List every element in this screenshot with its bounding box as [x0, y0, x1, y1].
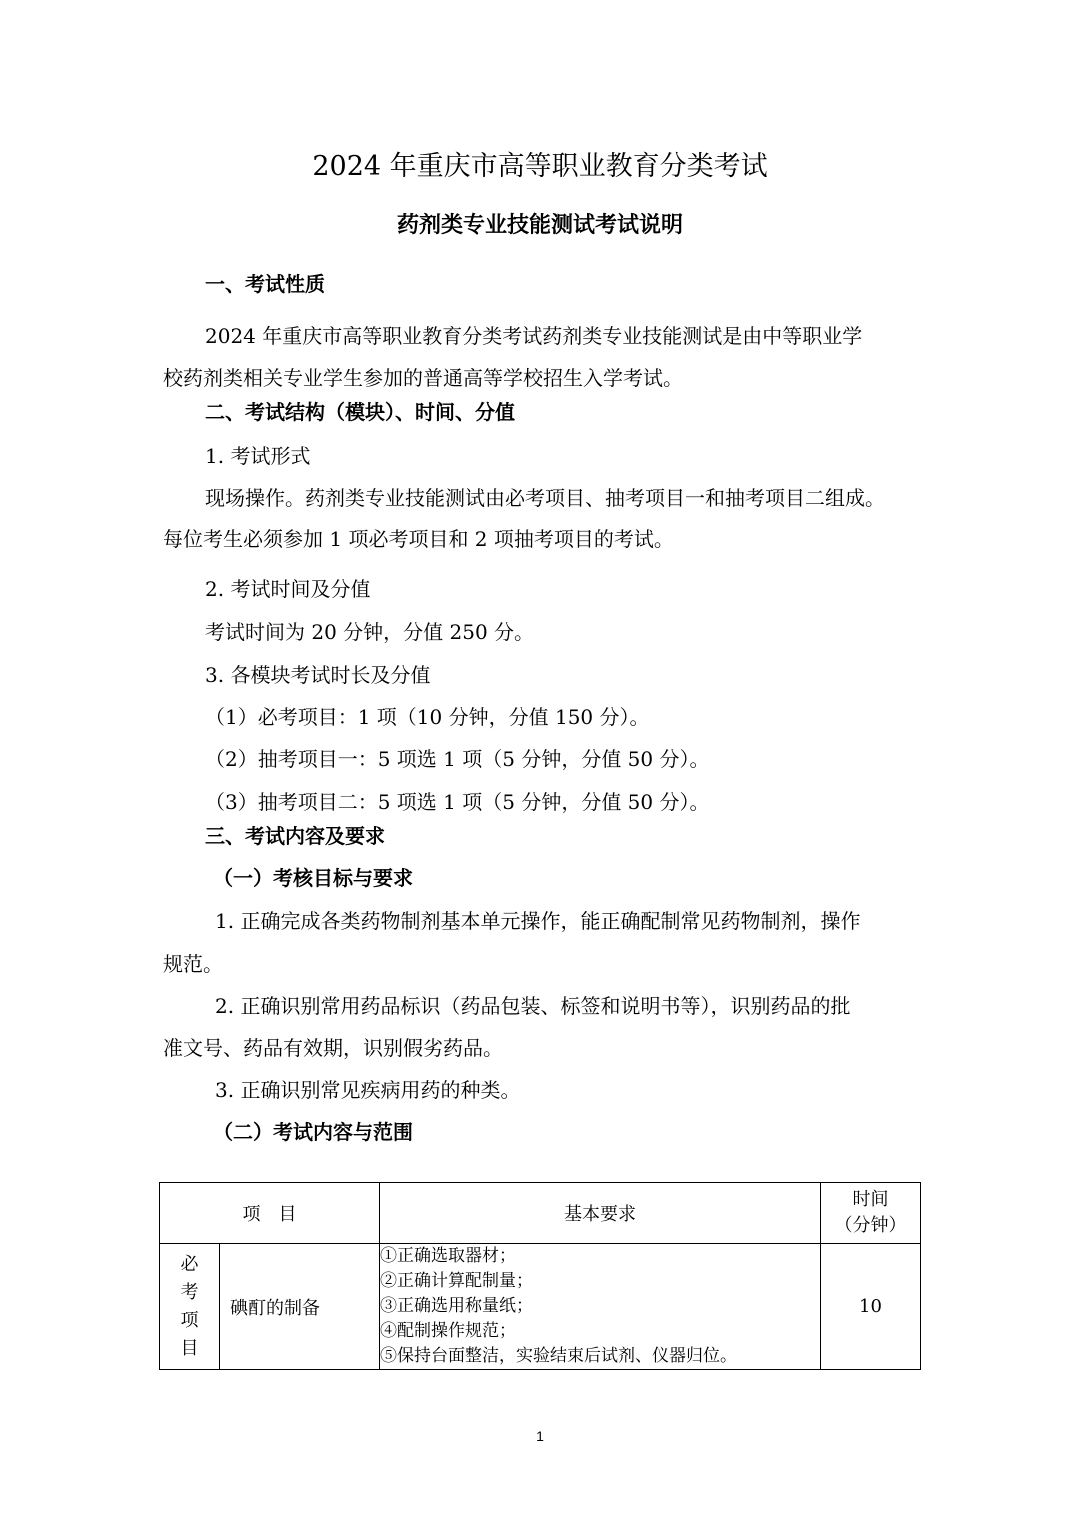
section-heading-exam-nature: 一、考试性质: [205, 272, 325, 296]
row-group-char: 考: [180, 1281, 199, 1303]
paragraph-line: 3. 正确识别常见疾病用药的种类。: [215, 1078, 521, 1102]
paragraph-line: 2. 正确识别常用药品标识（药品包装、标签和说明书等），识别药品的批: [215, 994, 851, 1018]
table-header-item: 项 目: [160, 1183, 380, 1244]
paragraph-line: 每位考生必须参加 1 项必考项目和 2 项抽考项目的考试。: [163, 527, 674, 551]
row-group-char: 项: [180, 1309, 199, 1331]
paragraph-line: 规范。: [163, 952, 223, 976]
table-header-time: [821, 1183, 921, 1244]
paragraph-line: 现场操作。药剂类专业技能测试由必考项目、抽考项目一和抽考项目二组成。: [205, 486, 885, 510]
row-item-name: 碘酊的制备: [220, 1244, 380, 1370]
table-header-requirements: 基本要求: [380, 1183, 821, 1244]
subheading-module-duration: 3. 各模块考试时长及分值: [205, 663, 431, 687]
row-group-char: 目: [180, 1337, 199, 1359]
subsection-heading-scope: （二）考试内容与范围: [213, 1120, 413, 1144]
section-heading-exam-content: 三、考试内容及要求: [205, 824, 385, 848]
subheading-exam-form: 1. 考试形式: [205, 444, 311, 468]
section-heading-exam-structure: 二、考试结构（模块）、时间、分值: [205, 400, 515, 424]
row-group-label: [160, 1244, 220, 1370]
subsection-heading-goals: （一）考核目标与要求: [213, 866, 413, 890]
table-header-row: [160, 1183, 921, 1244]
requirement-line: ③正确选用称量纸；: [380, 1296, 533, 1316]
page-number: 1: [536, 1428, 544, 1444]
requirement-line: ②正确计算配制量；: [380, 1271, 533, 1291]
document-title: 2024 年重庆市高等职业教育分类考试: [312, 151, 768, 182]
requirement-line: ⑤保持台面整洁，实验结束后试剂、仪器归位。: [380, 1346, 737, 1366]
table-header-time-line1: 时间: [852, 1189, 889, 1210]
paragraph-line: 校药剂类相关专业学生参加的普通高等学校招生入学考试。: [163, 366, 683, 390]
list-item: （2）抽考项目一：5 项选 1 项（5 分钟，分值 50 分）。: [205, 747, 710, 771]
paragraph-line: 准文号、药品有效期，识别假劣药品。: [163, 1036, 503, 1060]
list-item: （1）必考项目：1 项（10 分钟，分值 150 分）。: [205, 705, 650, 729]
row-time: 10: [821, 1244, 921, 1370]
list-item: （3）抽考项目二：5 项选 1 项（5 分钟，分值 50 分）。: [205, 790, 710, 814]
exam-content-table: [159, 1182, 921, 1370]
table-row: [160, 1244, 921, 1370]
requirement-line: ④配制操作规范；: [380, 1321, 516, 1341]
row-requirements: [380, 1244, 821, 1370]
paragraph-line: 考试时间为 20 分钟，分值 250 分。: [205, 620, 535, 644]
requirement-line: ①正确选取器材；: [380, 1246, 516, 1266]
paragraph-line: 2024 年重庆市高等职业教育分类考试药剂类专业技能测试是由中等职业学: [205, 324, 863, 348]
row-group-char: 必: [180, 1253, 199, 1275]
paragraph-line: 1. 正确完成各类药物制剂基本单元操作，能正确配制常见药物制剂，操作: [215, 909, 861, 933]
subheading-exam-time: 2. 考试时间及分值: [205, 577, 371, 601]
document-subtitle: 药剂类专业技能测试考试说明: [396, 213, 683, 238]
table-header-time-line2: （分钟）: [834, 1215, 907, 1236]
